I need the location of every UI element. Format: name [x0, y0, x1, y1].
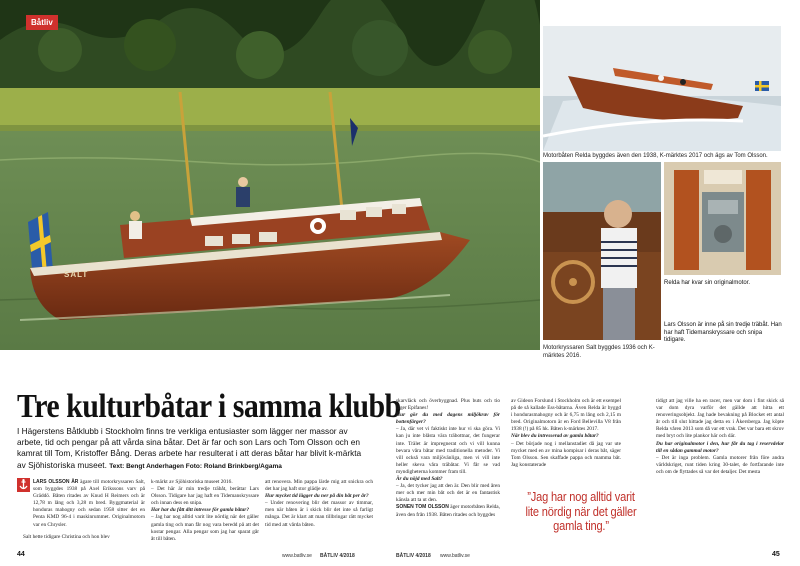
ingress-text: I Hägerstens Båtklubb i Stockholm finns tre verkliga entusiaster som lägger ner massor av arbete, tid och pengar på att vårda sina båtar. Det är far och son Lars och Tom Olsson och en kamrat till Tom, Kristoffer Bång. Deras arbete har resulterat i att deras båtar har blivit k-märkta av Sjöhistoriska museet.: [17, 426, 362, 470]
lars-portrait-illustration: [543, 162, 661, 340]
footer-issue-left: BÅTLIV 4/2018: [320, 553, 355, 559]
photo-engine: [664, 162, 781, 275]
page-number-left: 44: [17, 551, 25, 558]
page-number-right: 45: [772, 551, 780, 558]
column-text: – Det här är min tredje träbåt, berättar Lars Olsson. Tidigare har jag haft en Tidemanskryssare och innan dess en snipa.: [151, 486, 259, 507]
column-text: skarvläck och överbyggnad. Plus buts och tio lager Epifanes!: [396, 398, 500, 412]
column-text: – Ja, där vet vi faktiskt inte hur vi ska göra. Vi kan ju inte blåsta vära träbottnar, det fungerar inte. Trälet är impregnerat och vi vill kunna bevara våra båtar med traditionella metoder. Vi vill också vara miljövänliga, men vi vill inte heller skeva våra träbåtar. Vi får se vad myndigheterna kommer fram till.: [396, 426, 500, 475]
column-text: – Det är inga problem. Gamla motorer från före andra världskriget, runt tiden kring 30-talet, de fortfarande inte och om de flyttades så var det detaljer. Det mesta: [656, 454, 784, 475]
caption-salt: Motorkryssaren Salt byggdes 1936 och K-märktes 2016.: [543, 345, 655, 359]
byline: Text: Bengt Anderhagen Foto: Roland Brinkberg/Agama: [109, 462, 282, 470]
column-text: ägare till motorkryssaren Salt, som byggdes 1938 på Axel Erikssons varv på Gräddö. Båten ritades av Knud H Reimers och är 12,78 m lång och 3,28 m bred. Byggmaterial är honduras mahogny och sedan 1958 sitter det en Penta KMD 96-4 i maskinrummet. Originalmotorn var en Chrysler.: [33, 479, 146, 528]
column-text: tidigt att jag ville ha en racer, men var dom i fint skick så var dom dyra varför det gällde att hitta ett renoveringsobjekt. Jag hade bevakning på Blocket ett antal år och till slut hittade jag detta ex i Åkersberga. Jag köpte Relda våren 2013 som då var ett vrak. Det var bara ett skrov med bryt och lite plankor här och där.: [656, 398, 784, 440]
footer-site-left: www.batliv.se: [282, 553, 312, 559]
column-lead: LARS OLSSON ÄR: [33, 479, 79, 485]
footer-site-right: www.batliv.se: [440, 553, 470, 559]
column-text: – Ja, det tycker jag att den är. Den blir med åren mer och mer min båt och det är en fantastisk känsla att ta ut den.: [396, 483, 500, 504]
swedish-flag-icon: [755, 81, 769, 91]
column-5: [511, 398, 621, 469]
column-3: [265, 479, 373, 529]
column-text: att renovera. Min pappa lärde mig att snickra och det har jag haft stor glädje av.: [265, 479, 373, 493]
column-text: av Gideon Forslund i Stockholm och är ett exempel på de så kallade Ess-båtarna. Även Relda är byggd i hondurasmahogny och är 6,75 m lång och 2,15 m bred. Originalmotorn är en Ford Bellevilla V8 från 1938 (!) på 85 hk. Båten k-märktes 2017.: [511, 398, 621, 433]
column-lead: SONEN TOM OLSSON: [396, 504, 449, 511]
interview-question: Hur gör du med dagens miljökrav för bottenfärger?: [396, 412, 500, 426]
interview-question: Är du nöjd med Salt?: [396, 476, 443, 483]
column-text: k-märkt av Sjöhistoriska museet 2016.: [151, 479, 233, 485]
interview-question: När blev du intresserad av gamla båtar?: [511, 433, 599, 440]
column-text: – Under renovering blir det massor av timmar, men när båten är i skick blir det inte så farligt många. Det är klart att man tillbringar rätt mycket tid med att vårda båten.: [265, 500, 373, 528]
footer-issue-right: BÅTLIV 4/2018: [396, 553, 431, 559]
anchor-icon: [17, 478, 30, 492]
interview-question: Du har originalmotor i den, hur får du tag i reservdelar till en sådan gammal motor?: [656, 440, 784, 454]
salt-boat-illustration: [0, 0, 540, 350]
column-1: [33, 479, 145, 529]
column-2: [151, 479, 259, 543]
caption-engine: Relda har kvar sin originalmotor.: [664, 280, 751, 286]
column-6: [656, 398, 784, 476]
relda-boat-illustration: [543, 26, 781, 151]
interview-question: Har har du fått ditt intresse för gamla båtar?: [151, 507, 250, 514]
photo-lars-olsson: [543, 162, 661, 340]
column-text: – Jag har nog alltid varit lite nördig när det gäller gamla ting och man får nog vara beredd på att det kostar pengar. Alla pengar som jag har sparat går åt till båten.: [151, 514, 259, 542]
photo-relda-speeding: [543, 26, 781, 151]
section-tab: Båtliv: [26, 15, 58, 30]
column-text: äger motorbåten Relda, även den från 1938. Båten ritades och byggdes: [396, 504, 500, 518]
column-text: – Det började nog i mellanstadiet då jag var ute mycket med en av mina kompisar i deras båt, säger Tom Olsson. Sen skaffade pappa och mamma båt. Jag konstaterade: [511, 440, 621, 468]
column-4: [396, 398, 500, 519]
column-1b: Salt hette tidigare Christina och hon blev: [23, 534, 110, 540]
caption-lars: Lars Olsson är inne på sin tredje träbåt. Han har haft Tidemanskryssare och snipa tidigare.: [664, 322, 782, 343]
pull-quote: ”Jag har nog alltid varit lite nördig när det gäller gamla ting.”: [525, 489, 637, 533]
interview-question: Hur mycket tid lägger du ner på din båt per år?: [265, 493, 369, 500]
main-photo-salt: [0, 0, 540, 350]
engine-illustration: [664, 162, 781, 275]
headline: Tre kulturbåtar i samma klubb: [17, 388, 401, 425]
caption-relda: Motorbåten Relda byggdes även den 1938, K-märktes 2017 och ägs av Tom Olsson.: [543, 153, 768, 159]
ingress: [17, 426, 365, 472]
boat-name-label: SALT: [64, 270, 89, 279]
